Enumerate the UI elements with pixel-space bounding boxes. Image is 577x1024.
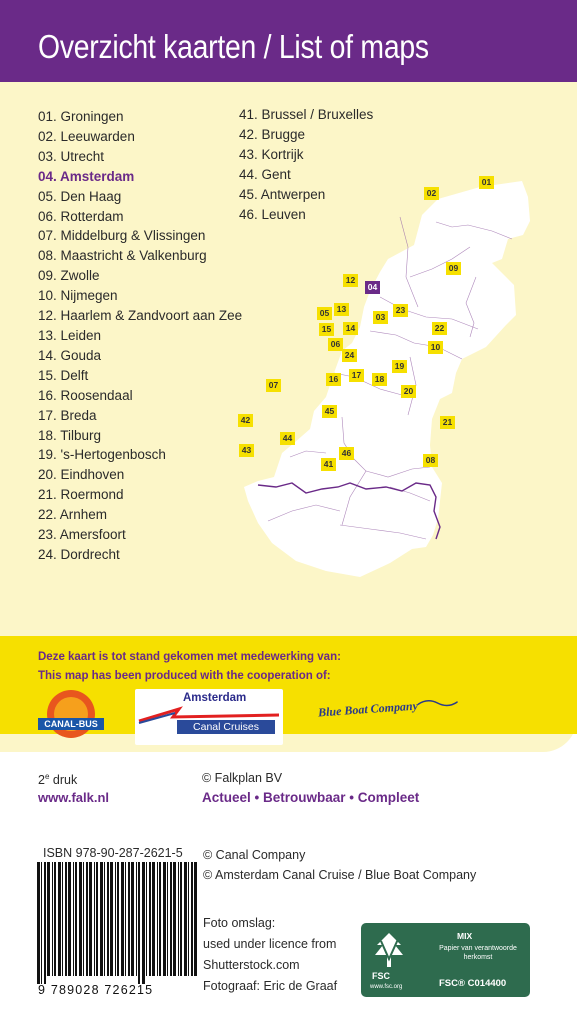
barcode-bar: [117, 862, 119, 976]
map-marker-01[interactable]: 01: [479, 176, 494, 189]
header-band: [0, 0, 577, 82]
map-list-item: 14. Gouda: [38, 347, 102, 363]
map-list-item: 21. Roermond: [38, 487, 124, 503]
photo-credit-line3: Shutterstock.com: [203, 958, 300, 972]
barcode-bar: [173, 862, 176, 976]
map-list-item: 44. Gent: [239, 166, 291, 182]
acc-logo-line1: Amsterdam: [183, 692, 247, 704]
canal-bus-logo-text: CANAL-BUS: [44, 719, 98, 729]
slogan: Actueel • Betrouwbaar • Compleet: [202, 790, 420, 805]
cooperation-text-nl: Deze kaart is tot stand gekomen met medewerking van:: [38, 651, 341, 663]
map-marker-17[interactable]: 17: [349, 369, 364, 382]
barcode-bar: [115, 862, 116, 976]
barcode-bar: [62, 862, 63, 976]
map-list-item: 42. Brugge: [239, 126, 306, 142]
barcode-bar: [131, 862, 134, 976]
barcode-bar: [73, 862, 74, 976]
barcode-bar: [142, 862, 145, 984]
barcode-bar: [178, 862, 179, 976]
barcode-bar: [54, 862, 56, 976]
publisher-label: © Falkplan BV: [202, 771, 283, 785]
map-list-item: 09. Zwolle: [38, 268, 100, 284]
fsc-label: FSC: [372, 971, 390, 981]
barcode-bar: [159, 862, 161, 976]
canal-bus-logo: [36, 688, 106, 740]
overview-map: [230, 167, 570, 587]
barcode-bar: [96, 862, 98, 976]
barcode-bar: [167, 862, 168, 976]
barcode-bar: [128, 862, 130, 976]
map-list-item: 22. Arnhem: [38, 507, 108, 523]
map-marker-20[interactable]: 20: [401, 385, 416, 398]
map-marker-10[interactable]: 10: [428, 341, 443, 354]
sunburst-icon: [47, 690, 95, 738]
barcode-bar: [79, 862, 82, 976]
benelux-map: [230, 167, 570, 587]
map-marker-24[interactable]: 24: [342, 349, 357, 362]
barcode-bar: [191, 862, 193, 976]
map-marker-08[interactable]: 08: [423, 454, 438, 467]
map-list-item: 46. Leuven: [239, 206, 306, 222]
map-list-item: 10. Nijmegen: [38, 288, 118, 304]
page-title: Overzicht kaarten / List of maps: [38, 28, 429, 65]
barcode-bar: [94, 862, 95, 976]
canal-bus-emblem: [36, 688, 106, 740]
barcode-bar: [152, 862, 155, 976]
map-marker-03[interactable]: 03: [373, 311, 388, 324]
photo-credit-line4: Fotograaf: Eric de Graaf: [203, 979, 338, 993]
map-list-item: 13. Leiden: [38, 327, 102, 343]
barcode-digits: 9 789028 726215: [38, 983, 154, 997]
map-list-item: 06. Rotterdam: [38, 208, 124, 224]
map-list-item: 17. Breda: [38, 407, 97, 423]
map-marker-07[interactable]: 07: [266, 379, 281, 392]
barcode-bar: [184, 862, 187, 976]
barcode-bar: [104, 862, 105, 976]
map-list-item: 20. Eindhoven: [38, 467, 125, 483]
barcode-bar: [163, 862, 166, 976]
barcode: [37, 862, 197, 984]
map-marker-46[interactable]: 46: [339, 447, 354, 460]
copyright-canal-cruise: © Amsterdam Canal Cruise / Blue Boat Company: [203, 868, 477, 882]
barcode-bar: [68, 862, 71, 976]
barcode-bar: [180, 862, 182, 976]
map-marker-06[interactable]: 06: [328, 338, 343, 351]
map-marker-23[interactable]: 23: [393, 304, 408, 317]
barcode-bar: [41, 862, 42, 984]
map-marker-12[interactable]: 12: [343, 274, 358, 287]
photo-credit-line1: Foto omslag:: [203, 916, 276, 930]
cooperation-text-en: This map has been produced with the cooperation of:: [38, 670, 331, 682]
barcode-bar: [136, 862, 137, 976]
barcode-bar: [170, 862, 172, 976]
map-marker-45[interactable]: 45: [322, 405, 337, 418]
copyright-canal-company: © Canal Company: [203, 848, 306, 862]
map-marker-02[interactable]: 02: [424, 187, 439, 200]
map-list-item: 01. Groningen: [38, 109, 124, 124]
barcode-bar: [157, 862, 158, 976]
barcode-bar: [125, 862, 126, 976]
barcode-bar: [75, 862, 77, 976]
map-marker-04[interactable]: 04: [365, 281, 380, 294]
barcode-bar: [37, 862, 40, 984]
map-marker-05[interactable]: 05: [317, 307, 332, 320]
map-marker-18[interactable]: 18: [372, 373, 387, 386]
map-list-item: 15. Delft: [38, 367, 89, 383]
map-list-item: 23. Amersfoort: [38, 527, 126, 543]
map-marker-14[interactable]: 14: [343, 322, 358, 335]
map-marker-44[interactable]: 44: [280, 432, 295, 445]
map-list-item: 43. Kortrijk: [239, 146, 304, 162]
map-marker-15[interactable]: 15: [319, 323, 334, 336]
map-marker-16[interactable]: 16: [326, 373, 341, 386]
barcode-bar: [65, 862, 67, 976]
map-list-item: 24. Dordrecht: [38, 546, 120, 562]
map-list-item: 04. Amsterdam: [38, 168, 135, 184]
photo-credit-line2: used under licence from: [203, 937, 337, 951]
map-list-item: 05. Den Haag: [38, 188, 122, 204]
map-list-item: 19. 's-Hertogenbosch: [38, 447, 166, 463]
barcode-bar: [188, 862, 189, 976]
map-list-item: 16. Roosendaal: [38, 387, 133, 403]
barcode-bar: [58, 862, 61, 976]
barcode-bar: [194, 862, 197, 976]
map-marker-41[interactable]: 41: [321, 458, 336, 471]
barcode-bar: [138, 862, 140, 984]
fsc-papier: Papier van verantwoorde herkomst: [439, 945, 517, 961]
edition-label: 2e druk: [38, 772, 78, 788]
map-list-item: 08. Maastricht & Valkenburg: [38, 248, 207, 264]
map-marker-22[interactable]: 22: [432, 322, 447, 335]
fsc-url: www.fsc.org: [370, 984, 403, 990]
map-list-item: 02. Leeuwarden: [38, 128, 135, 144]
map-marker-13[interactable]: 13: [334, 303, 349, 316]
barcode-bar: [47, 862, 50, 976]
map-marker-42[interactable]: 42: [238, 414, 253, 427]
map-marker-09[interactable]: 09: [446, 262, 461, 275]
barcode-bar: [121, 862, 124, 976]
map-marker-21[interactable]: 21: [440, 416, 455, 429]
map-list-item: 41. Brussel / Bruxelles: [239, 107, 374, 122]
land-shape: [244, 181, 530, 577]
website-link[interactable]: www.falk.nl: [38, 790, 110, 805]
barcode-bar: [89, 862, 92, 976]
acc-logo-line2: Canal Cruises: [177, 720, 275, 734]
map-list-item: 18. Tilburg: [38, 427, 102, 443]
barcode-bars: [37, 862, 197, 984]
barcode-bar: [86, 862, 88, 976]
barcode-bar: [83, 862, 84, 976]
map-list-item: 12. Haarlem & Zandvoort aan Zee: [38, 308, 243, 324]
map-list-column-1: [38, 107, 242, 565]
fsc-mix: MIX: [457, 931, 473, 941]
amsterdam-canal-cruises-logo: [135, 689, 283, 745]
map-list-item: 03. Utrecht: [38, 148, 105, 164]
barcode-bar: [44, 862, 46, 984]
isbn-label: ISBN 978-90-287-2621-5: [43, 846, 183, 860]
barcode-bar: [52, 862, 53, 976]
barcode-bar: [107, 862, 109, 976]
map-marker-19[interactable]: 19: [392, 360, 407, 373]
barcode-bar: [110, 862, 113, 976]
barcode-bar: [100, 862, 103, 976]
bbc-logo-text: Blue Boat Company: [317, 698, 419, 720]
fsc-code: FSC® C014400: [439, 978, 507, 989]
fsc-tree-icon: [369, 929, 409, 971]
map-list-item: 45. Antwerpen: [239, 186, 326, 202]
barcode-bar: [149, 862, 151, 976]
barcode-bar: [146, 862, 147, 976]
map-marker-43[interactable]: 43: [239, 444, 254, 457]
fsc-badge: [361, 923, 530, 997]
map-list-item: 07. Middelburg & Vlissingen: [38, 228, 206, 244]
